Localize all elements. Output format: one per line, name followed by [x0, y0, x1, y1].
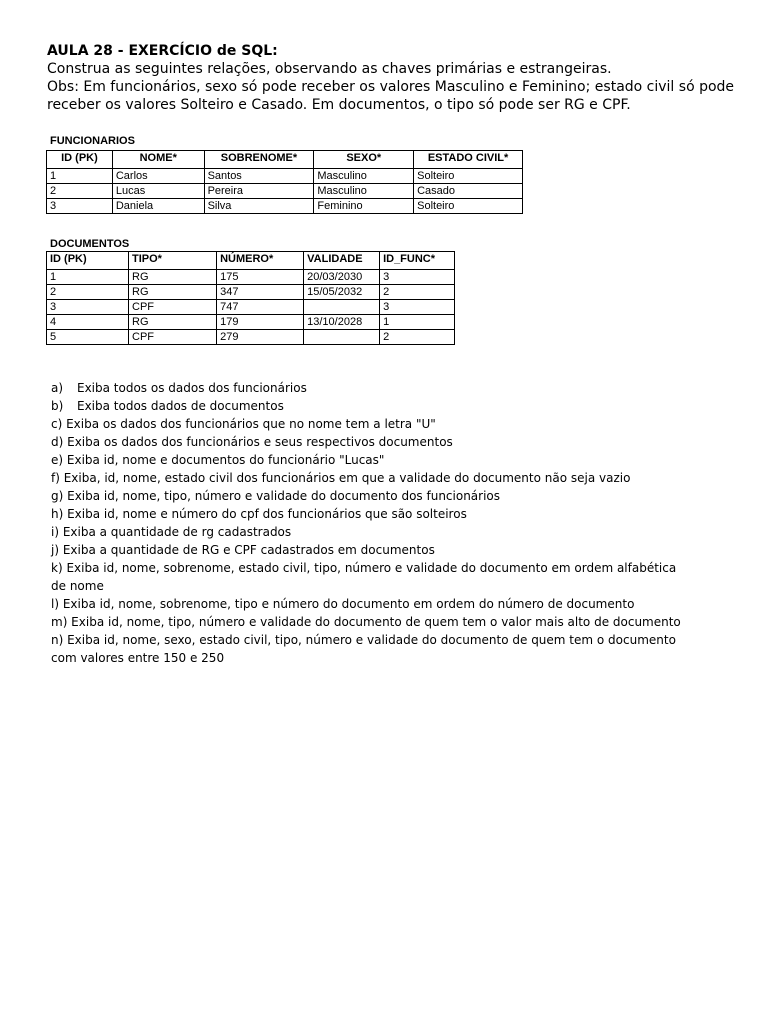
- column-header: ID (PK): [47, 252, 129, 270]
- table-cell: Lucas: [112, 184, 204, 199]
- table-cell: RG: [129, 315, 217, 330]
- documentos-table-label: DOCUMENTOS: [50, 238, 130, 250]
- table-cell: Solteiro: [414, 199, 523, 214]
- table-cell: Feminino: [314, 199, 414, 214]
- question-text: h) Exiba id, nome e número do cpf dos funcionários que são solteiros: [51, 507, 467, 521]
- table-cell: CPF: [129, 330, 217, 345]
- question-item: [51, 631, 691, 667]
- table-cell: RG: [129, 270, 217, 285]
- table-cell: 5: [47, 330, 129, 345]
- question-list: [51, 379, 691, 667]
- table-cell: Casado: [414, 184, 523, 199]
- question-text: n) Exiba id, nome, sexo, estado civil, tipo, número e validade do documento de quem tem o documento com valores entre 150 e 250: [51, 633, 676, 665]
- column-header: TIPO*: [129, 252, 217, 270]
- table-cell: 3: [380, 300, 455, 315]
- question-item: [51, 541, 691, 559]
- question-text: c) Exiba os dados dos funcionários que no nome tem a letra "U": [51, 417, 436, 431]
- question-text: f) Exiba, id, nome, estado civil dos funcionários em que a validade do documento não seja vazio: [51, 471, 631, 485]
- table-cell: 175: [217, 270, 304, 285]
- table-cell: Pereira: [204, 184, 314, 199]
- table-cell: 3: [380, 270, 455, 285]
- table-cell: 15/05/2032: [304, 285, 380, 300]
- table-row: [47, 270, 455, 285]
- column-header: ESTADO CIVIL*: [414, 151, 523, 169]
- question-item: [51, 451, 691, 469]
- column-header: SEXO*: [314, 151, 414, 169]
- exercise-header: [47, 42, 737, 114]
- question-item: [51, 379, 691, 397]
- table-row: [47, 315, 455, 330]
- question-item: [51, 523, 691, 541]
- table-cell: 279: [217, 330, 304, 345]
- question-text: d) Exiba os dados dos funcionários e seus respectivos documentos: [51, 435, 453, 449]
- column-header: NOME*: [112, 151, 204, 169]
- question-item: [51, 469, 691, 487]
- question-label: b): [51, 399, 64, 413]
- table-row: [47, 300, 455, 315]
- table-header-row: [47, 252, 455, 270]
- question-item: [51, 613, 691, 631]
- intro-line: Construa as seguintes relações, observando as chaves primárias e estrangeiras.: [47, 61, 612, 77]
- table-row: [47, 330, 455, 345]
- table-cell: 179: [217, 315, 304, 330]
- question-text: g) Exiba id, nome, tipo, número e validade do documento dos funcionários: [51, 489, 501, 503]
- question-text: l) Exiba id, nome, sobrenome, tipo e número do documento em ordem do número de documento: [51, 597, 635, 611]
- question-text: Exiba todos dados de documentos: [77, 399, 284, 413]
- question-text: j) Exiba a quantidade de RG e CPF cadastrados em documentos: [51, 543, 435, 557]
- table-cell: 4: [47, 315, 129, 330]
- table-cell: Masculino: [314, 169, 414, 184]
- table-cell: 2: [380, 285, 455, 300]
- question-item: [51, 397, 691, 415]
- obs-line-2: receber os valores Solteiro e Casado. Em documentos, o tipo só pode ser RG e CPF.: [47, 97, 631, 113]
- column-header: ID (PK): [47, 151, 113, 169]
- column-header: VALIDADE: [304, 252, 380, 270]
- documentos-table: [46, 251, 455, 345]
- table-cell: [304, 330, 380, 345]
- table-cell: 2: [380, 330, 455, 345]
- table-cell: 1: [47, 169, 113, 184]
- question-text: Exiba todos os dados dos funcionários: [77, 381, 307, 395]
- table-cell: 3: [47, 300, 129, 315]
- question-label: a): [51, 381, 64, 395]
- table-cell: 13/10/2028: [304, 315, 380, 330]
- question-item: [51, 415, 691, 433]
- question-item: [51, 433, 691, 451]
- funcionarios-table: [46, 150, 523, 214]
- page-title: AULA 28 - EXERCÍCIO de SQL:: [47, 43, 278, 59]
- table-cell: CPF: [129, 300, 217, 315]
- question-text: k) Exiba id, nome, sobrenome, estado civil, tipo, número e validade do documento em ordem alfabética de nome: [51, 561, 677, 593]
- column-header: NÚMERO*: [217, 252, 304, 270]
- table-row: [47, 199, 523, 214]
- table-cell: 20/03/2030: [304, 270, 380, 285]
- table-row: [47, 169, 523, 184]
- table-cell: 1: [47, 270, 129, 285]
- table-cell: Daniela: [112, 199, 204, 214]
- table-header-row: [47, 151, 523, 169]
- table-cell: 747: [217, 300, 304, 315]
- table-cell: Santos: [204, 169, 314, 184]
- question-text: e) Exiba id, nome e documentos do funcionário "Lucas": [51, 453, 385, 467]
- table-cell: 2: [47, 184, 113, 199]
- table-cell: 3: [47, 199, 113, 214]
- question-text: i) Exiba a quantidade de rg cadastrados: [51, 525, 292, 539]
- question-text: m) Exiba id, nome, tipo, número e validade do documento de quem tem o valor mais alto de documento: [51, 615, 681, 629]
- table-row: [47, 184, 523, 199]
- table-cell: Masculino: [314, 184, 414, 199]
- question-item: [51, 487, 691, 505]
- table-cell: 2: [47, 285, 129, 300]
- table-cell: 347: [217, 285, 304, 300]
- table-cell: 1: [380, 315, 455, 330]
- table-row: [47, 285, 455, 300]
- table-cell: RG: [129, 285, 217, 300]
- table-cell: Solteiro: [414, 169, 523, 184]
- question-item: [51, 595, 691, 613]
- table-cell: [304, 300, 380, 315]
- table-cell: Silva: [204, 199, 314, 214]
- question-item: [51, 505, 691, 523]
- question-item: [51, 559, 691, 595]
- funcionarios-table-label: FUNCIONARIOS: [50, 135, 135, 147]
- column-header: ID_FUNC*: [380, 252, 455, 270]
- column-header: SOBRENOME*: [204, 151, 314, 169]
- obs-line-1: Obs: Em funcionários, sexo só pode receber os valores Masculino e Feminino; estado civil só pode: [47, 79, 735, 95]
- table-cell: Carlos: [112, 169, 204, 184]
